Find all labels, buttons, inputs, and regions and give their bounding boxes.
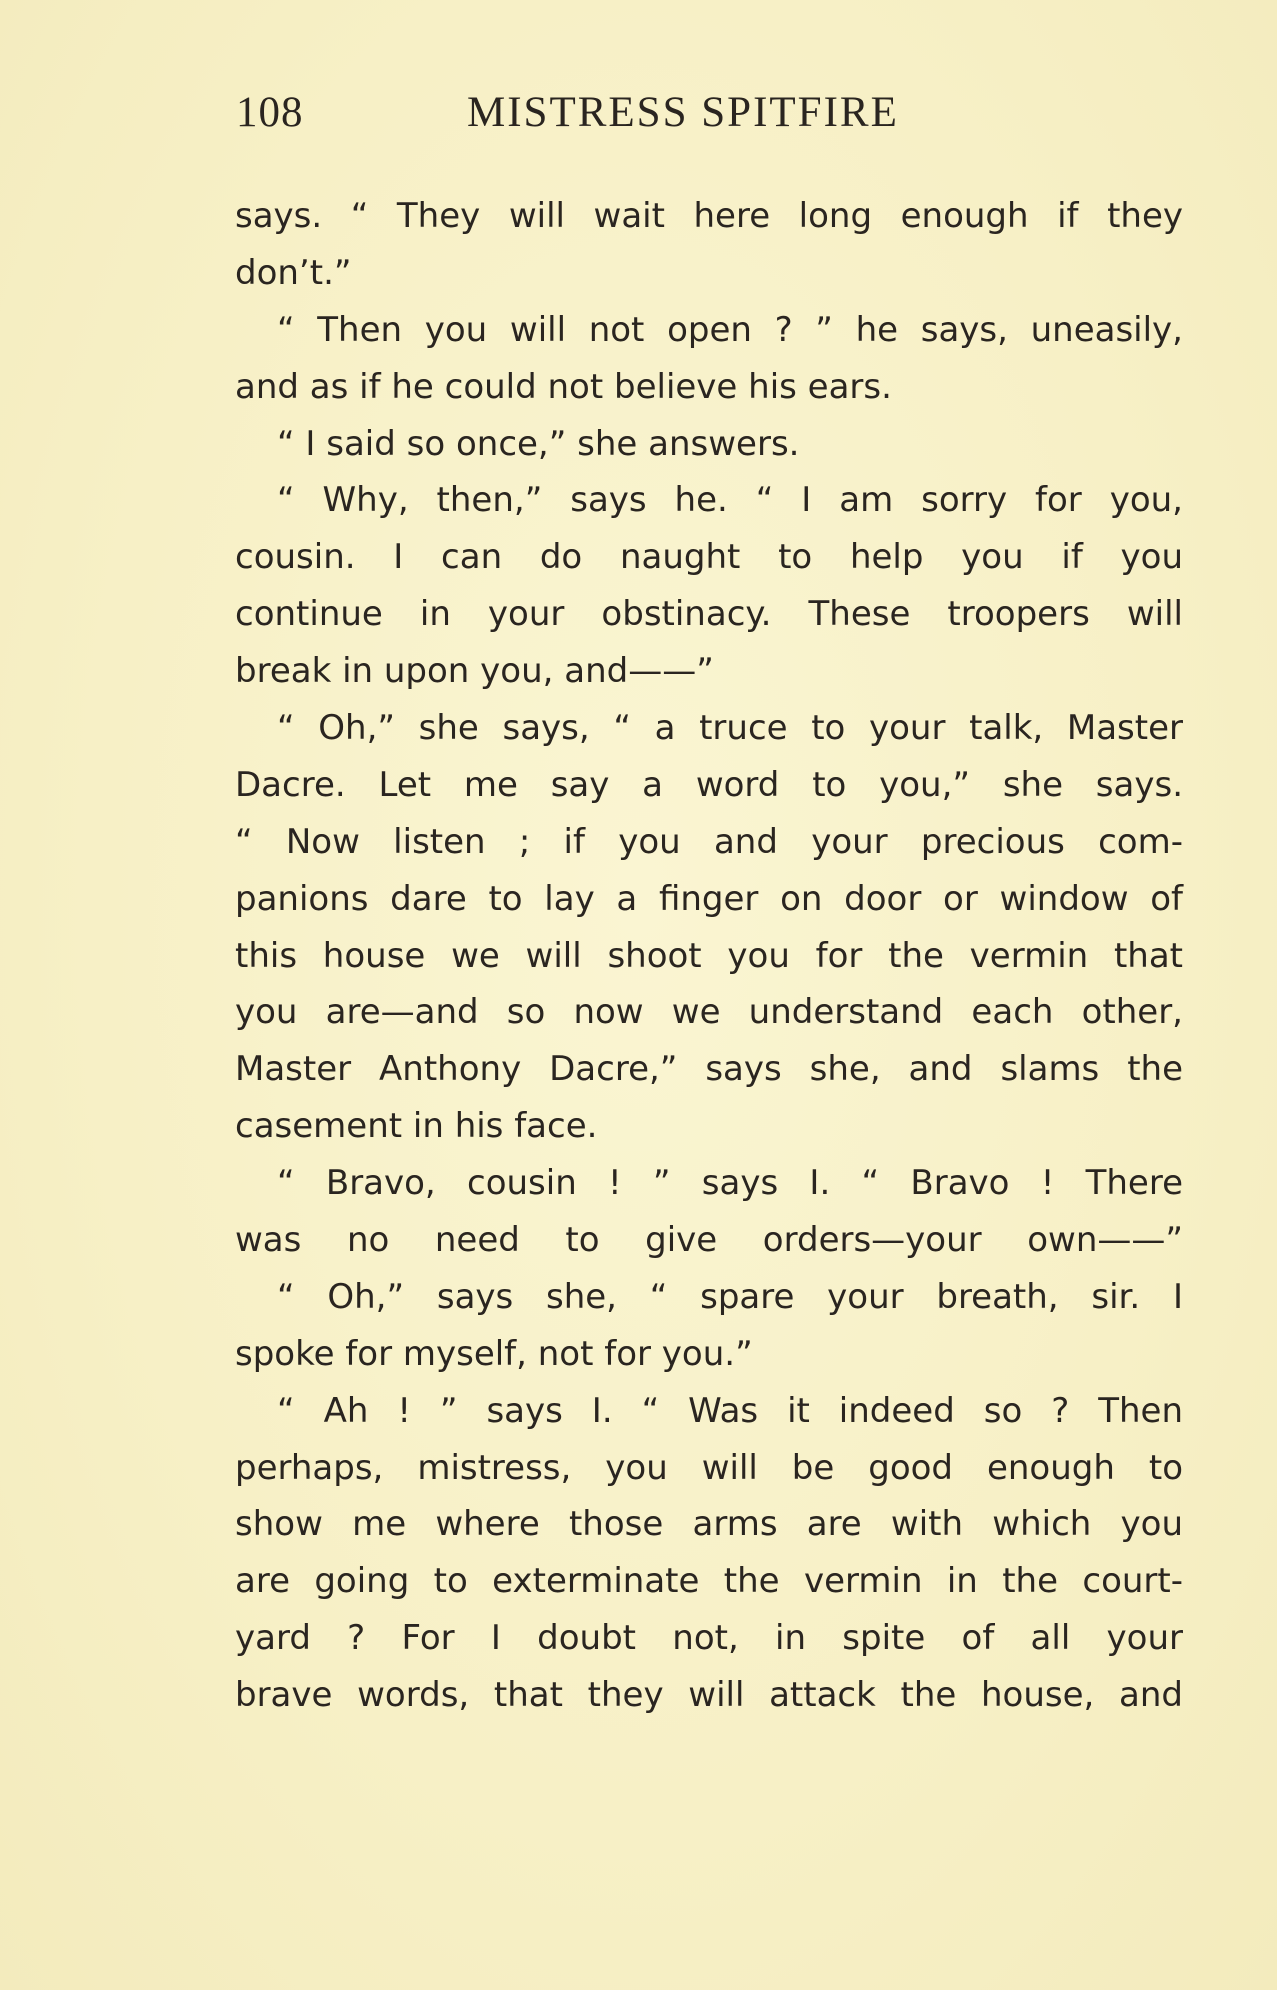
text-line: this house we will shoot you for the vermin that bbox=[235, 935, 1183, 976]
text-line: “ Bravo, cousin ! ” says I. “ Bravo ! There bbox=[277, 1163, 1183, 1204]
page-number: 108 bbox=[236, 89, 304, 136]
text-line: don’t.” bbox=[235, 252, 352, 293]
text-line: “ Then you will not open ? ” he says, uneasily, bbox=[277, 309, 1183, 350]
text-line: Master Anthony Dacre,” says she, and slams the bbox=[235, 1049, 1183, 1090]
text-line: show me where those arms are with which you bbox=[235, 1504, 1183, 1545]
text-line: and as if he could not believe his ears. bbox=[235, 366, 892, 407]
text-line: yard ? For I doubt not, in spite of all your bbox=[235, 1618, 1183, 1659]
text-line: panions dare to lay a finger on door or window of bbox=[235, 878, 1183, 919]
text-line: Dacre. Let me say a word to you,” she says. bbox=[235, 764, 1183, 805]
running-title: MISTRESS SPITFIRE bbox=[467, 89, 899, 136]
text-line: “ Oh,” says she, “ spare your breath, sir. I bbox=[277, 1276, 1183, 1317]
text-line: “ Oh,” she says, “ a truce to your talk, Master bbox=[277, 708, 1183, 749]
text-line: are going to exterminate the vermin in the court- bbox=[235, 1561, 1183, 1602]
text-line: “ Why, then,” says he. “ I am sorry for you, bbox=[277, 480, 1183, 521]
text-line: spoke for myself, not for you.” bbox=[235, 1333, 753, 1374]
text-line: was no need to give orders—your own——” bbox=[235, 1220, 1183, 1261]
text-line: “ Now listen ; if you and your precious com- bbox=[235, 821, 1183, 862]
text-line: you are—and so now we understand each other, bbox=[235, 992, 1183, 1033]
text-line: brave words, that they will attack the house, and bbox=[235, 1675, 1183, 1716]
text-line: cousin. I can do naught to help you if you bbox=[235, 537, 1183, 578]
text-line: break in upon you, and——” bbox=[235, 651, 714, 692]
page-header bbox=[236, 88, 1184, 144]
text-line: “ Ah ! ” says I. “ Was it indeed so ? Then bbox=[277, 1390, 1183, 1431]
body-text bbox=[235, 188, 1183, 1724]
text-line: continue in your obstinacy. These troopers will bbox=[235, 594, 1183, 635]
text-line: perhaps, mistress, you will be good enough to bbox=[235, 1447, 1183, 1488]
text-line: “ I said so once,” she answers. bbox=[277, 423, 800, 464]
text-line: casement in his face. bbox=[235, 1106, 598, 1147]
text-line: says. “ They will wait here long enough if they bbox=[235, 196, 1183, 236]
